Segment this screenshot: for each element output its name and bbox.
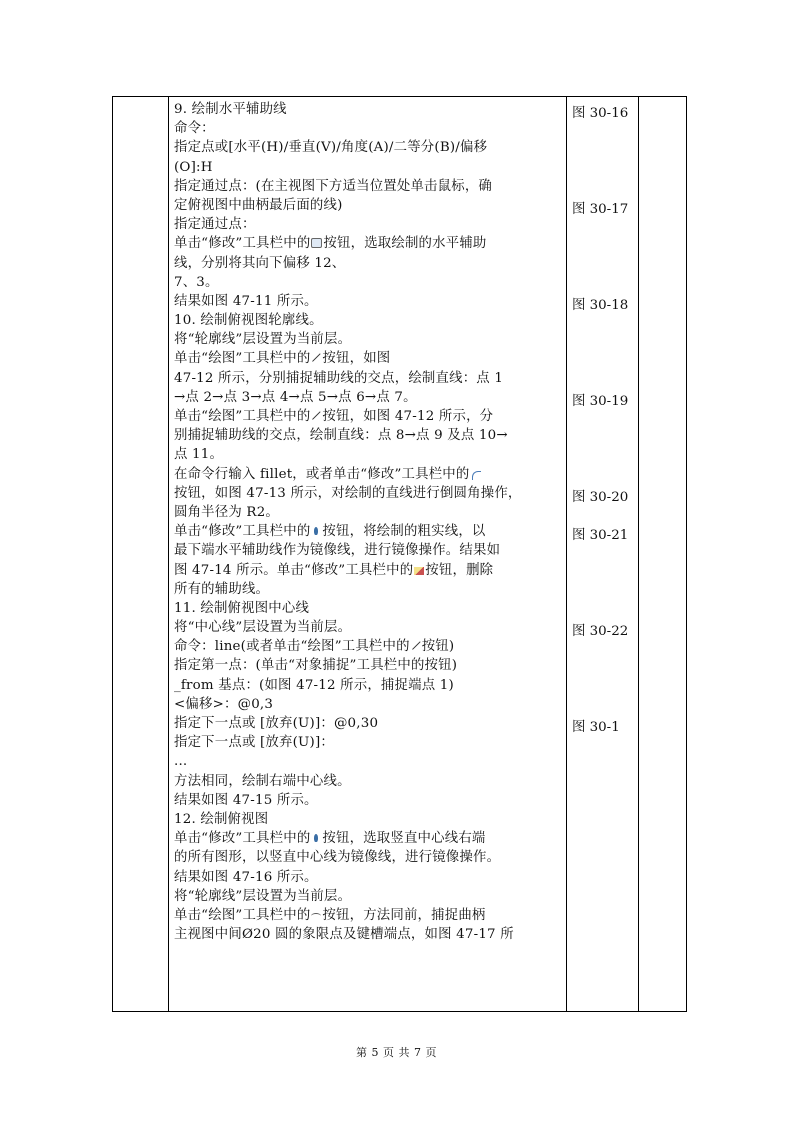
mirror-icon — [311, 833, 321, 843]
text-line — [174, 349, 562, 368]
text-segment: 按钮，如图 — [322, 351, 391, 367]
text-line: 指定下一点或 [放弃(U)]： — [174, 735, 334, 751]
text-line: 结果如图 47-11 所示。 — [174, 293, 318, 309]
figure-reference: 图 30-20 — [572, 490, 629, 505]
figure-reference: 图 30-19 — [572, 394, 629, 409]
text-line: 线，分别将其向下偏移 12、 — [174, 255, 346, 271]
text-line — [174, 234, 562, 253]
figure-reference: 图 30-16 — [572, 106, 629, 121]
text-line: 的所有图形，以竖直中心线为镜像线，进行镜像操作。 — [174, 850, 501, 866]
text-line: 最下端水平辅助线作为镜像线，进行镜像操作。结果如 — [174, 543, 501, 559]
text-segment: 按钮，删除 — [425, 562, 494, 578]
text-line — [174, 829, 562, 848]
text-line: 将“轮廓线”层设置为当前层。 — [174, 332, 352, 348]
text-line: 7、3。 — [174, 274, 219, 290]
text-line: 12. 绘制俯视图 — [174, 811, 269, 827]
line-icon — [311, 353, 321, 363]
text-segment: 单击“绘图”工具栏中的 — [174, 409, 311, 424]
text-line: 所有的辅助线。 — [174, 581, 270, 597]
content-table — [112, 96, 687, 1012]
text-line: →点 2→点 3→点 4→点 5→点 6→点 7。 — [174, 389, 417, 405]
text-line: 指定点或[水平(H)/垂直(V)/角度(A)/二等分(B)/偏移 — [174, 140, 488, 156]
arc-icon — [311, 910, 321, 920]
text-segment: 单击“修改”工具栏中的 — [174, 236, 311, 252]
text-line: 指定通过点： — [174, 217, 256, 233]
text-line: 结果如图 47-16 所示。 — [174, 869, 318, 885]
text-line — [174, 906, 562, 925]
text-line — [174, 522, 562, 541]
text-line: 主视图中间Ø20 圆的象限点及键槽端点，如图 47-17 所 — [174, 927, 514, 943]
erase-icon — [414, 567, 424, 575]
column-divider-1 — [168, 97, 169, 1011]
text-segment: 单击“修改”工具栏中的 — [174, 831, 311, 847]
line-icon — [411, 641, 421, 651]
text-line: 将“中心线”层设置为当前层。 — [174, 620, 352, 636]
instruction-text-column — [174, 100, 562, 944]
text-segment: 按钮，选取绘制的水平辅助 — [323, 236, 487, 252]
text-line: 47-12 所示，分别捕捉辅助线的交点，绘制直线：点 1 — [174, 370, 504, 386]
page-footer: 第 5 页 共 7 页 — [356, 1046, 437, 1059]
text-line: 命令： — [174, 121, 215, 137]
text-line — [174, 561, 562, 580]
text-line: (O]:H — [174, 159, 213, 175]
text-segment: 按钮，如图 47-12 所示，分 — [322, 409, 494, 424]
text-line: 指定通过点：(在主视图下方适当位置处单击鼠标，确 — [174, 178, 493, 194]
mirror-icon — [311, 526, 321, 536]
text-line: 点 11。 — [174, 447, 224, 463]
text-line: 定俯视图中曲柄最后面的线) — [174, 197, 343, 213]
text-line: ... — [174, 754, 188, 770]
text-segment: 命令：line(或者单击“绘图”工具栏中的 — [174, 639, 410, 655]
text-line: 9. 绘制水平辅助线 — [174, 102, 287, 117]
text-line: 别捕捉辅助线的交点，绘制直线：点 8→点 9 及点 10→ — [174, 428, 508, 444]
text-line: 11. 绘制俯视图中心线 — [174, 600, 310, 616]
figure-reference: 图 30-18 — [572, 298, 629, 313]
figure-reference: 图 30-22 — [572, 624, 629, 640]
text-segment: 按钮，选取竖直中心线右端 — [322, 831, 486, 847]
column-divider-3 — [638, 97, 639, 1011]
text-line: 指定第一点：(单击“对象捕捉”工具栏中的按钮) — [174, 658, 458, 674]
text-line: 将“轮廓线”层设置为当前层。 — [174, 888, 352, 904]
text-line — [174, 407, 562, 426]
text-segment: 按钮) — [421, 639, 455, 655]
text-line: 圆角半径为 R2。 — [174, 504, 280, 520]
text-line: _from 基点：(如图 47-12 所示，捕捉端点 1) — [174, 677, 454, 693]
offset-icon — [311, 238, 322, 248]
text-segment: 图 47-14 所示。单击“修改”工具栏中的 — [174, 562, 414, 578]
figure-reference: 图 30-21 — [572, 528, 629, 544]
line-icon — [311, 411, 321, 421]
text-segment: 按钮，方法同前，捕捉曲柄 — [322, 907, 486, 923]
text-segment: 在命令行输入 fillet，或者单击“修改”工具栏中的 — [174, 466, 470, 482]
text-segment: 单击“绘图”工具栏中的 — [174, 351, 311, 367]
fillet-icon — [471, 469, 481, 479]
text-line — [174, 637, 562, 656]
text-segment: 按钮，将绘制的粗实线，以 — [322, 524, 486, 540]
text-line: 结果如图 47-15 所示。 — [174, 792, 318, 808]
figure-reference: 图 30-1 — [572, 720, 620, 736]
text-line: 指定下一点或 [放弃(U)]：@0,30 — [174, 716, 379, 731]
figure-reference: 图 30-17 — [572, 202, 629, 217]
column-divider-2 — [566, 97, 567, 1011]
text-line: 方法相同，绘制右端中心线。 — [174, 773, 351, 789]
text-segment: 单击“修改”工具栏中的 — [174, 524, 311, 540]
text-line: <偏移>：@0,3 — [174, 696, 274, 712]
text-line — [174, 465, 562, 484]
text-line: 10. 绘制俯视图轮廓线。 — [174, 313, 323, 329]
text-line: 按钮，如图 47-13 所示，对绘制的直线进行倒圆角操作， — [174, 485, 522, 501]
text-segment: 单击“绘图”工具栏中的 — [174, 907, 311, 923]
